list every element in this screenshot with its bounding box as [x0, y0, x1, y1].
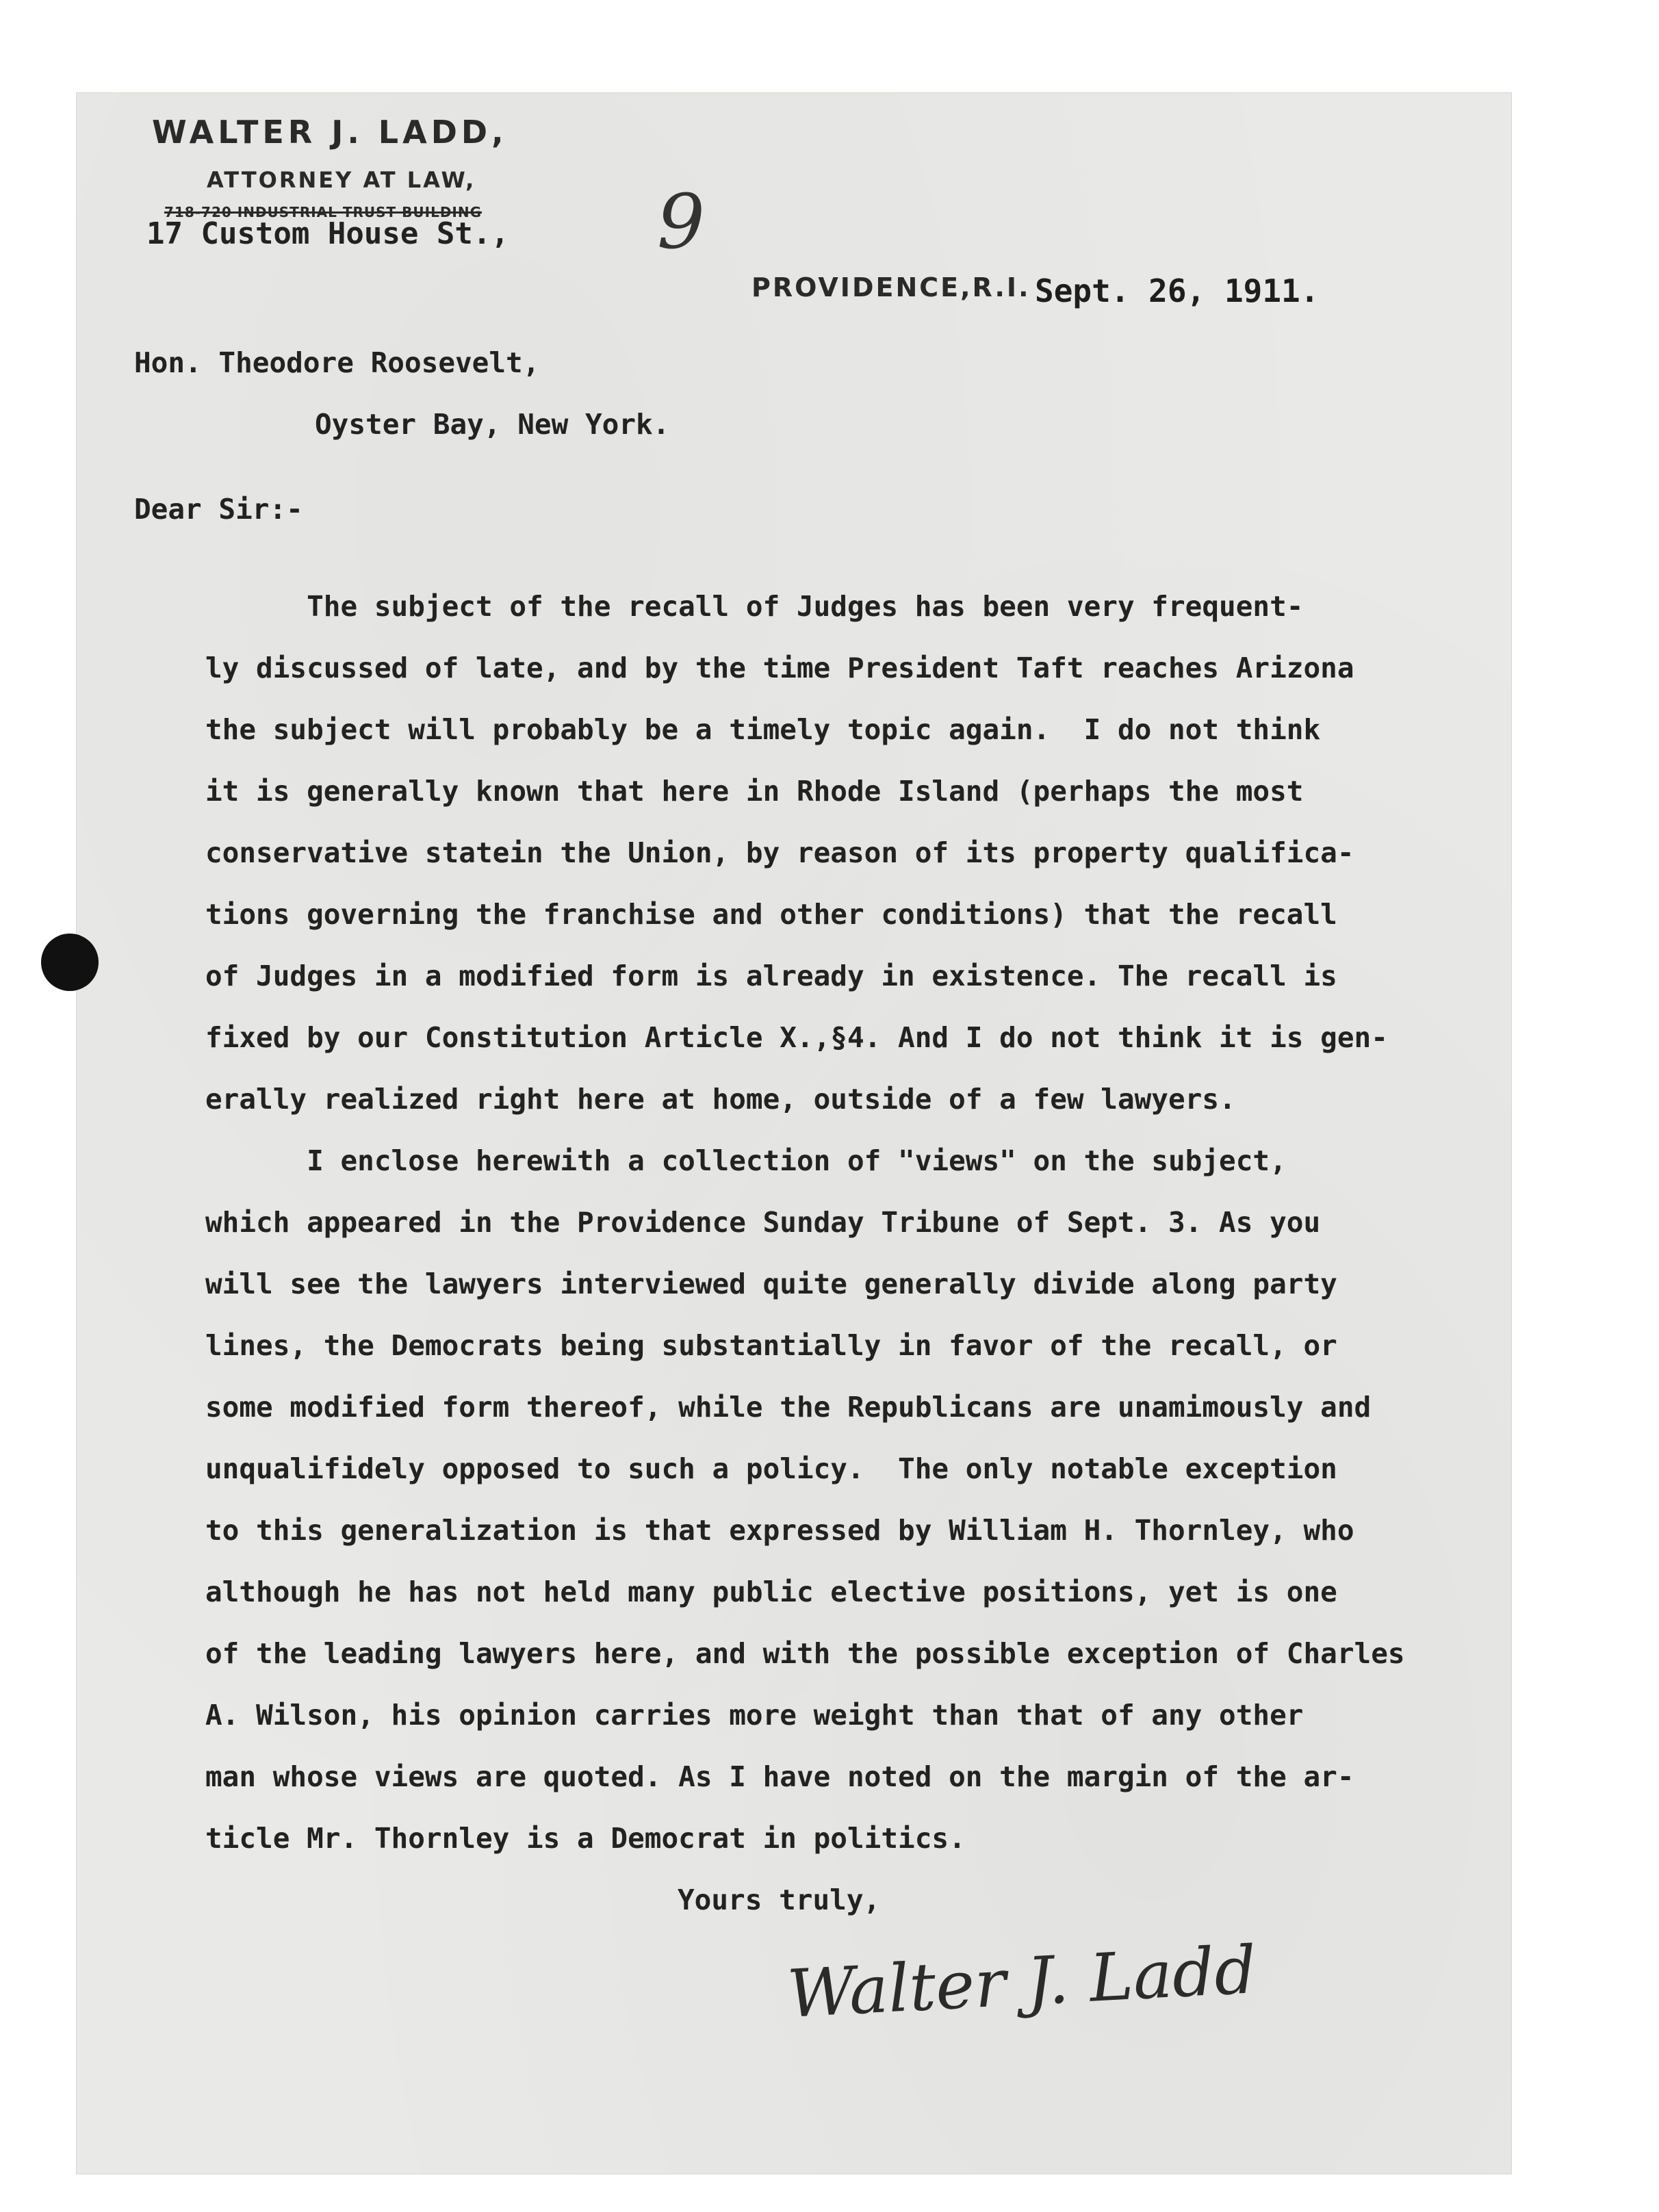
body-line: unqualifidely opposed to such a policy. The only notable exception — [205, 1452, 1337, 1485]
body-line: fixed by our Constitution Article X.,§4. And I do not think it is gen- — [205, 1021, 1388, 1054]
body-line: ticle Mr. Thornley is a Democrat in politics. — [205, 1822, 966, 1855]
body-line: although he has not held many public elective positions, yet is one — [205, 1576, 1337, 1608]
body-line: ly discussed of late, and by the time President Taft reaches Arizona — [205, 652, 1354, 684]
punch-hole — [41, 934, 99, 991]
letter-date: Sept. 26, 1911. — [1035, 272, 1320, 309]
body-line: of the leading lawyers here, and with the possible exception of Charles — [205, 1637, 1405, 1670]
body-line: some modified form thereof, while the Republicans are unamimously and — [205, 1391, 1372, 1424]
letterhead-title: ATTORNEY AT LAW, — [207, 167, 476, 193]
closing: Yours truly, — [678, 1883, 881, 1916]
recipient-name: Hon. Theodore Roosevelt, — [134, 346, 540, 379]
body-line: the subject will probably be a timely topic again. I do not think — [205, 713, 1321, 746]
letterhead-name: WALTER J. LADD, — [152, 114, 508, 151]
recipient-address: Oyster Bay, New York. — [315, 408, 670, 441]
body-line: which appeared in the Providence Sunday Tribune of Sept. 3. As you — [205, 1206, 1321, 1239]
salutation: Dear Sir:- — [134, 493, 303, 526]
body-line: man whose views are quoted. As I have noted on the margin of the ar- — [205, 1760, 1354, 1793]
signature: Walter J. Ladd — [785, 1931, 1259, 2033]
body-line: of Judges in a modified form is already in existence. The recall is — [205, 960, 1337, 992]
body-line: to this generalization is that expressed by William H. Thornley, who — [205, 1514, 1354, 1547]
body-line: conservative statein the Union, by reason of its property qualifica- — [205, 836, 1354, 869]
body-line: will see the lawyers interviewed quite generally divide along party — [205, 1268, 1337, 1300]
letterhead-address: 17 Custom House St., — [146, 216, 509, 251]
body-line: The subject of the recall of Judges has been very frequent- — [205, 590, 1304, 623]
body-line: I enclose herewith a collection of "views" on the subject, — [205, 1144, 1287, 1177]
body-line: it is generally known that here in Rhode Island (perhaps the most — [205, 775, 1304, 808]
page-number: 9 — [657, 178, 705, 266]
letter-page — [77, 93, 1511, 2174]
body-line: lines, the Democrats being substantially in favor of the recall, or — [205, 1329, 1337, 1362]
body-line: erally realized right here at home, outside of a few lawyers. — [205, 1083, 1236, 1116]
letterhead-city: PROVIDENCE,R.I. — [751, 272, 1031, 303]
body-line: tions governing the franchise and other conditions) that the recall — [205, 898, 1337, 931]
letterhead-struck-address: 718-720 INDUSTRIAL TRUST BUILDING — [164, 204, 483, 220]
body-line: A. Wilson, his opinion carries more weight than that of any other — [205, 1699, 1304, 1732]
